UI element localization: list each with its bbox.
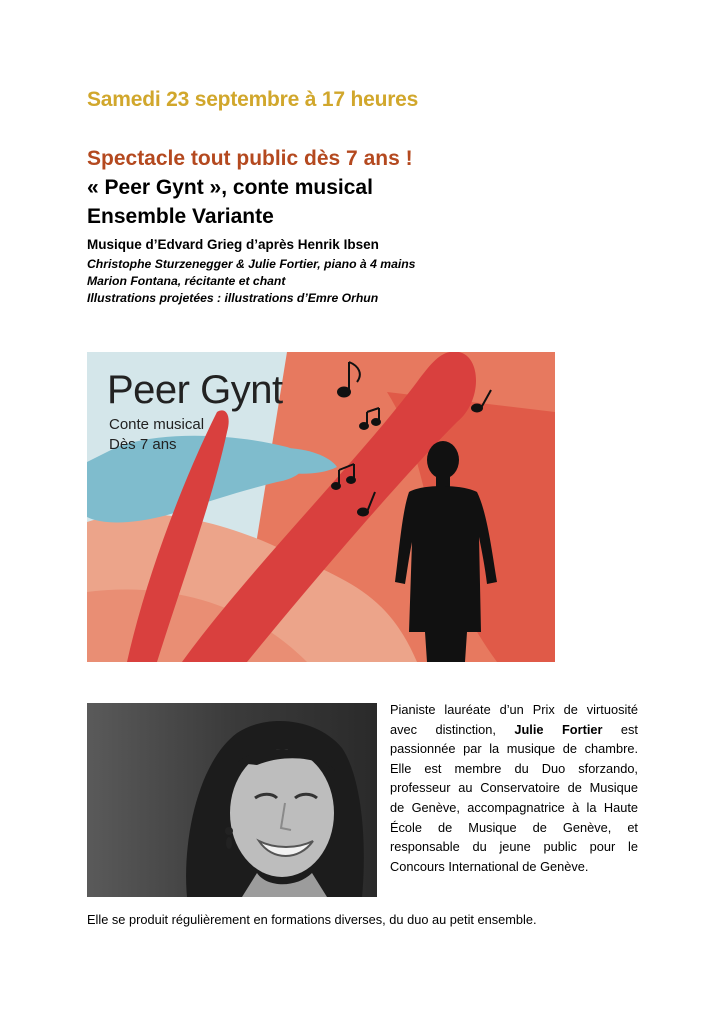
- music-credit: Musique d’Edvard Grieg d’après Henrik Ibsen: [87, 237, 379, 252]
- portrait-photo: [87, 703, 377, 897]
- performer-line-1: Christophe Sturzenegger & Julie Fortier, piano à 4 mains: [87, 257, 416, 271]
- bio-name: Julie Fortier: [514, 721, 603, 737]
- bio-rest: est passionnée par la musique de chambre. Elle est membre du Duo sforzando, professeur au Conservatoire de Musique de Genève, accompagnatrice à la Haute École de Musique de Genève, et responsable du jeune public pour le Concours International de Genève.: [390, 721, 638, 874]
- event-title: « Peer Gynt », conte musical: [87, 176, 373, 199]
- event-tagline: Spectacle tout public dès 7 ans !: [87, 147, 413, 170]
- poster-title: Peer Gynt: [107, 368, 283, 412]
- portrait-illustration: [87, 703, 377, 897]
- event-date: Samedi 23 septembre à 17 heures: [87, 88, 419, 111]
- closing-sentence: Elle se produit régulièrement en formations diverses, du duo au petit ensemble.: [87, 912, 537, 927]
- poster-subtitle: Conte musical: [109, 416, 205, 433]
- poster-age: Dès 7 ans: [109, 436, 177, 453]
- performer-line-3: Illustrations projetées : illustrations d’Emre Orhun: [87, 291, 379, 305]
- bio-paragraph: [390, 700, 638, 876]
- performer-line-2: Marion Fontana, récitante et chant: [87, 274, 286, 288]
- poster-image: [87, 352, 555, 662]
- ensemble-name: Ensemble Variante: [87, 205, 274, 228]
- bio-intro: Pianiste lauréate d’un Prix de virtuosité avec distinction,: [390, 702, 638, 737]
